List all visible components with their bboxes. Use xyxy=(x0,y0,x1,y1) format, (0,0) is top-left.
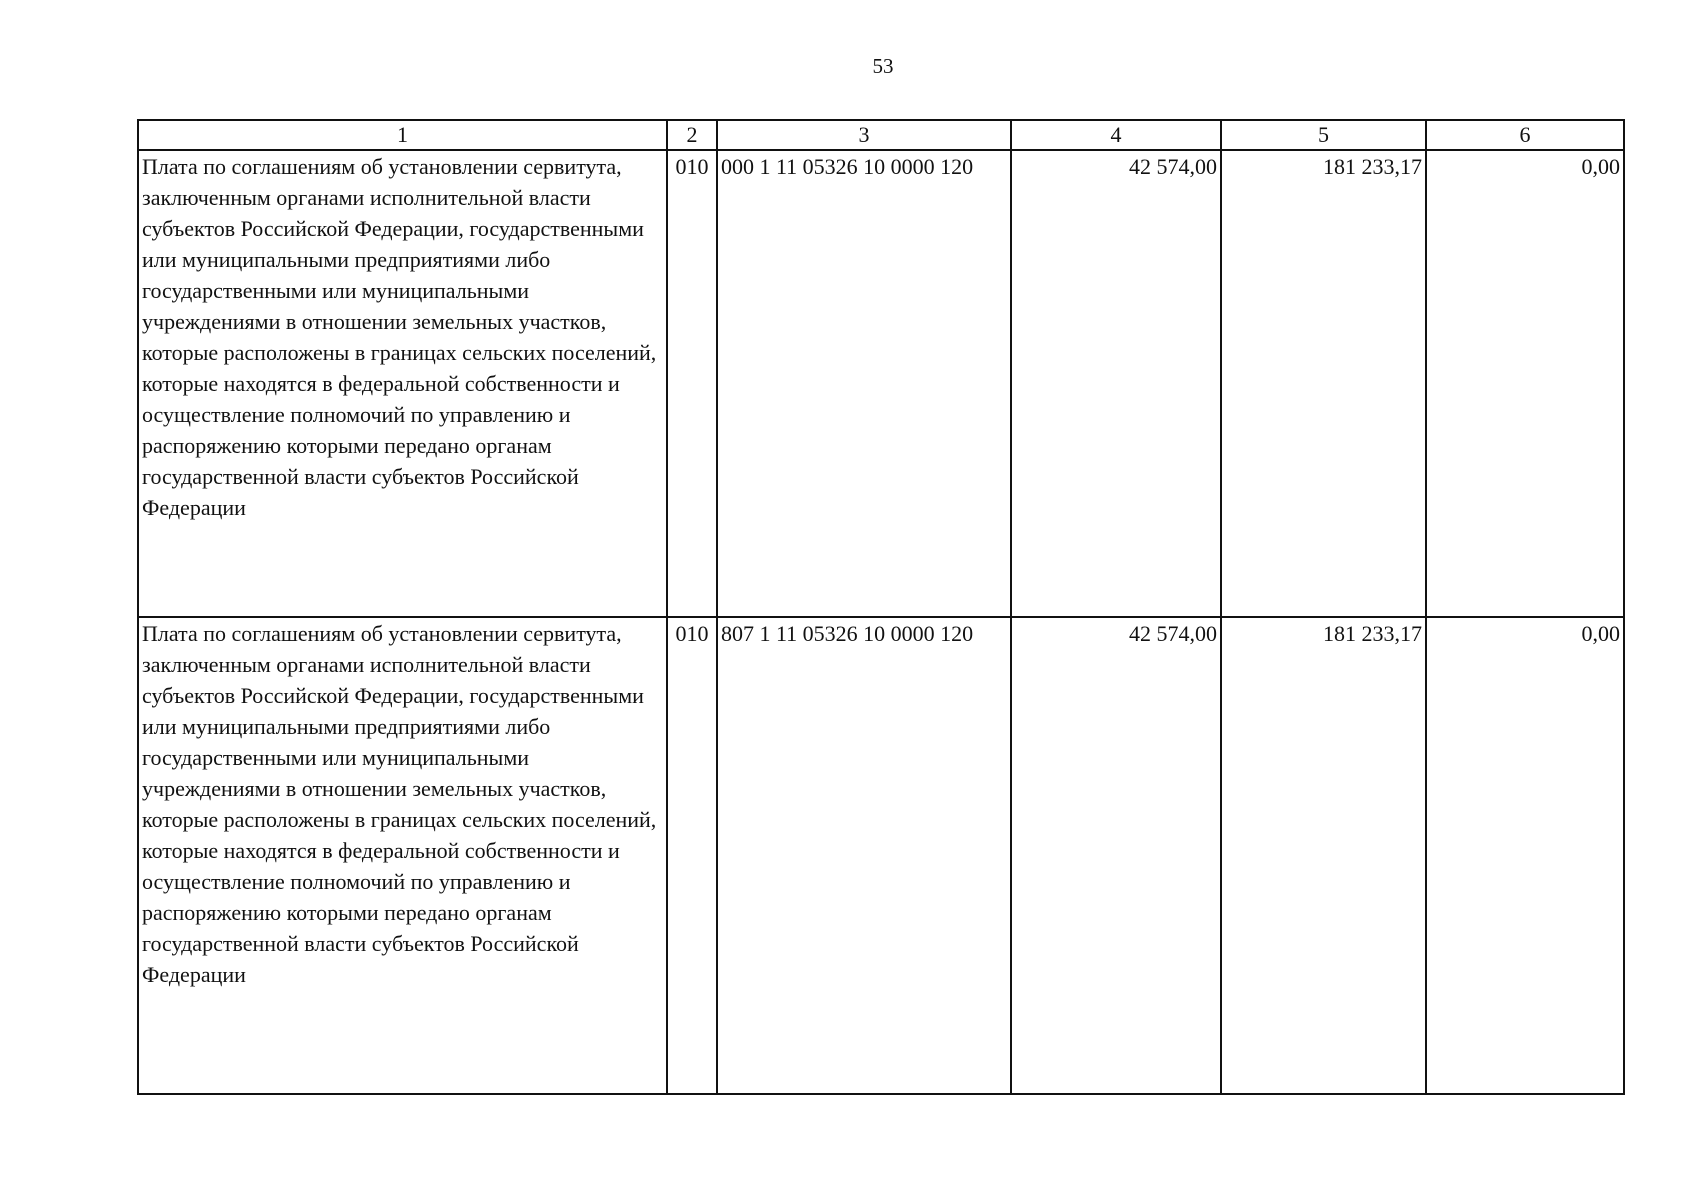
row-value-col6: 0,00 xyxy=(1426,150,1624,617)
row-value-col4: 42 574,00 xyxy=(1011,617,1221,1094)
header-col-5: 5 xyxy=(1221,120,1426,150)
row-value-col5: 181 233,17 xyxy=(1221,617,1426,1094)
row-value-col5: 181 233,17 xyxy=(1221,150,1426,617)
header-col-2: 2 xyxy=(667,120,717,150)
row-code: 010 xyxy=(667,617,717,1094)
header-col-3: 3 xyxy=(717,120,1011,150)
header-col-1: 1 xyxy=(138,120,667,150)
row-value-col4: 42 574,00 xyxy=(1011,150,1221,617)
row-description: Плата по соглашениям об установлении сервитута, заключенным органами исполнительной власти субъектов Российской Федерации, государственными или муниципальными предприятиями либо государственными или муниципальными учреждениями в отношении земельных участков, которые расположены в границах сельских поселений, которые находятся в федеральной собственности и осуществление полномочий по управлению и распоряжению которыми передано органам государственной власти субъектов Российской Федерации xyxy=(138,150,667,617)
row-value-col6: 0,00 xyxy=(1426,617,1624,1094)
table-row xyxy=(138,617,1624,1094)
header-col-4: 4 xyxy=(1011,120,1221,150)
table-row xyxy=(138,150,1624,617)
revenue-table xyxy=(137,119,1625,1095)
page-number: 53 xyxy=(872,54,894,78)
row-budget-code: 807 1 11 05326 10 0000 120 xyxy=(717,617,1011,1094)
row-description: Плата по соглашениям об установлении сервитута, заключенным органами исполнительной власти субъектов Российской Федерации, государственными или муниципальными предприятиями либо государственными или муниципальными учреждениями в отношении земельных участков, которые расположены в границах сельских поселений, которые находятся в федеральной собственности и осуществление полномочий по управлению и распоряжению которыми передано органам государственной власти субъектов Российской Федерации xyxy=(138,617,667,1094)
row-code: 010 xyxy=(667,150,717,617)
row-budget-code: 000 1 11 05326 10 0000 120 xyxy=(717,150,1011,617)
table-header-row xyxy=(138,120,1624,150)
header-col-6: 6 xyxy=(1426,120,1624,150)
